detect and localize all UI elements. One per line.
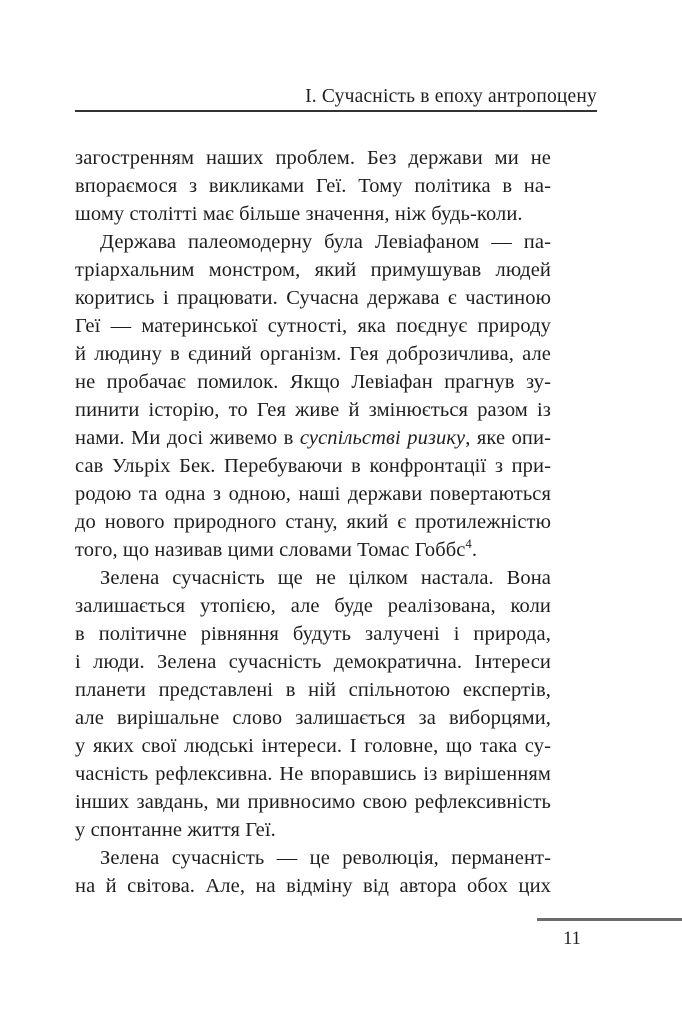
text-line [75,312,551,340]
paragraph [75,564,551,844]
text-line [75,368,551,396]
text-segment: , яке опи- [465,427,551,449]
text-line [75,452,551,480]
text-segment: шому столітті має більше значення, ніж будь-коли. [75,203,523,225]
text-line [75,396,551,424]
text-segment: і люди. Зелена сучасність демократична. Інтереси [75,651,551,673]
text-segment: коритись і працювати. Сучасна держава є частиною [75,287,551,309]
text-segment: не пробачає помилок. Якщо Левіафан прагнув зу- [75,371,551,393]
text-line [75,536,551,564]
text-line [75,788,551,816]
text-segment: пинити історію, то Гея живе й змінюється разом із [75,399,551,421]
text-line [75,256,551,284]
text-line [75,564,551,592]
text-line [75,340,551,368]
footer-rule [537,918,682,921]
text-segment: впораємося з викликами Геї. Тому політика в на- [75,175,551,197]
text-segment: нами. Ми досі живемо в [75,427,300,449]
text-segment: планети представлені в ній спільнотою експертів, [75,679,551,701]
text-line [75,200,551,228]
text-segment: Держава палеомодерну була Левіафаном — па- [100,231,551,253]
text-line [75,284,551,312]
text-line [75,676,551,704]
page-number: 11 [563,929,581,949]
text-segment: але вирішальне слово залишається за виборцями, [75,707,551,729]
text-segment: часність рефлексивна. Не впоравшись із вирішенням [75,763,551,785]
text-line [75,732,551,760]
text-line [75,620,551,648]
text-segment: в політичне рівняння будуть залучені і природа, [75,623,551,645]
text-segment: інших завдань, ми привносимо свою рефлексивність [75,791,551,813]
text-line [75,816,551,844]
paragraph [75,844,551,900]
text-line [75,592,551,620]
text-segment: на й світова. Але, на відміну від автора обох цих [75,875,551,897]
text-segment: Зелена сучасність ще не цілком настала. Вона [100,567,551,589]
running-head-chapter-title: І. Сучасність в епоху антропоцену [305,86,597,107]
body-text [75,144,551,900]
text-segment: . [471,539,478,561]
text-segment: сав Ульріх Бек. Перебуваючи в конфронтації з при- [75,455,551,477]
footnote-marker: 4 [465,537,472,552]
text-line [75,144,551,172]
text-line [75,228,551,256]
text-segment: родою та одна з одною, наші держави повертаються [75,483,551,505]
text-segment: у яких свої людські інтереси. І головне, що така су- [75,735,551,757]
text-segment: суспільстві ризику [299,427,466,449]
text-segment: загостренням наших проблем. Без держави ми не [75,147,551,169]
text-segment: залишається утопією, але буде реалізована, коли [75,595,551,617]
text-line [75,844,551,872]
text-segment: до нового природного стану, який є протилежністю [75,511,551,533]
text-line [75,508,551,536]
text-segment: Зелена сучасність — це революція, перманент- [100,847,551,869]
text-line [75,872,551,900]
text-line [75,704,551,732]
header-rule [75,110,597,112]
text-segment: у спонтанне життя Геї. [75,819,276,841]
text-segment: того, що називав цими словами Томас Гоббс [75,539,466,561]
paragraph [75,144,551,228]
text-line [75,172,551,200]
text-line [75,648,551,676]
text-segment: й людину в єдиний організм. Гея доброзичлива, але [75,343,551,365]
text-line [75,760,551,788]
text-segment: Геї — материнської сутності, яка поєднує природу [75,315,551,337]
text-segment: тріархальним монстром, який примушував людей [75,259,551,281]
text-line [75,424,551,452]
paragraph [75,228,551,564]
text-line [75,480,551,508]
